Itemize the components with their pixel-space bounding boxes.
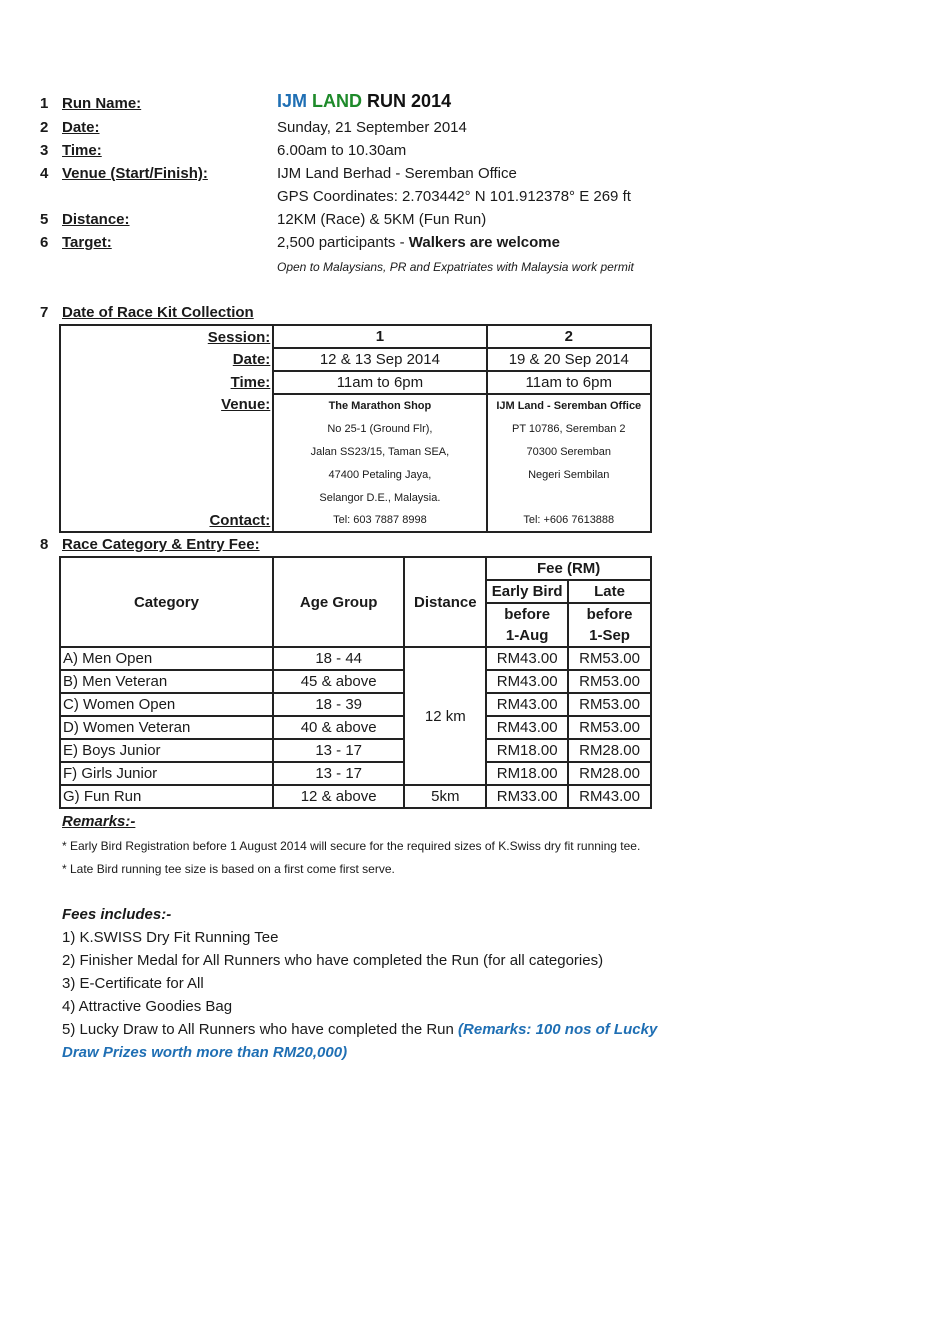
table-row (60, 510, 651, 532)
early-fee-cell: RM18.00 (486, 739, 568, 762)
session-1-venue (273, 394, 486, 510)
eligibility-note: Open to Malaysians, PR and Expatriates with Malaysia work permit (277, 260, 634, 274)
age-cell: 45 & above (273, 670, 404, 693)
target-label: Target: (62, 234, 112, 251)
session-2-venue (487, 394, 651, 510)
venue-line (488, 487, 650, 510)
venue-line: Selangor D.E., Malaysia. (319, 492, 441, 504)
distance-value: 12KM (Race) & 5KM (Fun Run) (277, 211, 487, 228)
time-label: Time: (62, 142, 102, 159)
session-1-time: 11am to 6pm (273, 371, 486, 394)
category-cell: D) Women Veteran (60, 716, 273, 739)
gps-coordinates: GPS Coordinates: 2.703442° N 101.912378° E 269 ft (277, 188, 631, 205)
late-fee-cell: RM28.00 (568, 739, 651, 762)
header-late: Late (568, 580, 651, 603)
fees-includes-heading: Fees includes:- (62, 906, 172, 923)
venue-line: The Marathon Shop (328, 400, 432, 412)
header-early-date: 1-Aug (486, 625, 568, 647)
category-cell: F) Girls Junior (60, 762, 273, 785)
item-number: 6 (40, 234, 49, 251)
age-cell: 13 - 17 (273, 762, 404, 785)
fees-include-item (62, 1021, 657, 1038)
age-cell: 18 - 39 (273, 693, 404, 716)
title-run: RUN 2014 (367, 91, 452, 111)
distance-5km: 5km (404, 785, 486, 808)
header-early-bird: Early Bird (486, 580, 568, 603)
venue-line: Negeri Sembilan (528, 469, 610, 481)
venue-line: 47400 Petaling Jaya, (328, 469, 432, 481)
date-value: Sunday, 21 September 2014 (277, 119, 467, 136)
category-cell: E) Boys Junior (60, 739, 273, 762)
race-category-label: Race Category & Entry Fee: (62, 536, 260, 553)
category-cell: B) Men Veteran (60, 670, 273, 693)
table-row (60, 348, 651, 371)
early-fee-cell: RM43.00 (486, 670, 568, 693)
time-value: 6.00am to 10.30am (277, 142, 407, 159)
late-fee-cell: RM53.00 (568, 716, 651, 739)
table-row (60, 670, 651, 693)
venue-row-label (60, 394, 273, 510)
age-cell: 13 - 17 (273, 739, 404, 762)
early-fee-cell: RM43.00 (486, 647, 568, 670)
time-row-label: Time: (60, 371, 273, 394)
table-row (60, 647, 651, 670)
item-number: 8 (40, 536, 49, 553)
venue-line: IJM Land - Seremban Office (496, 400, 642, 412)
category-cell: C) Women Open (60, 693, 273, 716)
fees-include-item: 1) K.SWISS Dry Fit Running Tee (62, 929, 279, 946)
header-fee: Fee (RM) (486, 557, 651, 580)
table-row (60, 693, 651, 716)
category-cell: A) Men Open (60, 647, 273, 670)
session-2-date: 19 & 20 Sep 2014 (487, 348, 651, 371)
venue-line: No 25-1 (Ground Flr), (327, 423, 433, 435)
item-number: 5 (40, 211, 49, 228)
walkers-welcome: Walkers are welcome (408, 234, 560, 251)
kit-collection-table (59, 324, 652, 533)
table-row (60, 762, 651, 785)
lucky-draw-remark: (Remarks: 100 nos of Lucky (458, 1021, 658, 1038)
venue-value: IJM Land Berhad - Seremban Office (277, 165, 517, 182)
early-fee-cell: RM18.00 (486, 762, 568, 785)
fees-include-item: 4) Attractive Goodies Bag (62, 998, 233, 1015)
target-count: 2,500 participants - (277, 234, 409, 251)
fees-include-item: 2) Finisher Medal for All Runners who have completed the Run (for all categories) (62, 952, 604, 969)
late-fee-cell: RM28.00 (568, 762, 651, 785)
header-early-before: before (486, 603, 568, 625)
item-number: 1 (40, 95, 49, 112)
kit-collection-label: Date of Race Kit Collection (62, 304, 254, 321)
header-category: Category (60, 557, 273, 647)
age-cell: 18 - 44 (273, 647, 404, 670)
remark-line: * Early Bird Registration before 1 August 2014 will secure for the required sizes of K.Swiss dry fit running tee. (62, 839, 641, 853)
session-1: 1 (273, 325, 486, 348)
age-cell: 12 & above (273, 785, 404, 808)
early-fee-cell: RM33.00 (486, 785, 568, 808)
session-2-time: 11am to 6pm (487, 371, 651, 394)
category-cell: G) Fun Run (60, 785, 273, 808)
venue-label: Venue (Start/Finish): (62, 165, 208, 182)
table-row (60, 394, 651, 510)
table-row (60, 785, 651, 808)
race-category-table (59, 556, 652, 809)
date-label: Date: (62, 119, 100, 136)
lucky-draw-remark-cont: Draw Prizes worth more than RM20,000) (62, 1044, 348, 1061)
venue-row-label-text: Venue: (221, 396, 271, 413)
late-fee-cell: RM53.00 (568, 670, 651, 693)
item-number: 2 (40, 119, 49, 136)
table-row (60, 325, 651, 348)
title-land: LAND (312, 91, 363, 111)
header-late-date: 1-Sep (568, 625, 651, 647)
remarks-heading: Remarks:- (62, 813, 136, 830)
item-number: 7 (40, 304, 49, 321)
early-fee-cell: RM43.00 (486, 716, 568, 739)
session-2: 2 (487, 325, 651, 348)
lucky-draw-text: 5) Lucky Draw to All Runners who have completed the Run (62, 1021, 459, 1038)
late-fee-cell: RM43.00 (568, 785, 651, 808)
venue-line: Jalan SS23/15, Taman SEA, (310, 446, 450, 458)
run-name-label: Run Name: (62, 95, 142, 112)
date-row-label: Date: (60, 348, 273, 371)
contact-label: Contact: (60, 510, 273, 532)
table-row (60, 716, 651, 739)
table-header-row (60, 557, 651, 580)
session-1-contact: Tel: 603 7887 8998 (273, 510, 486, 532)
session-2-contact: Tel: +606 7613888 (487, 510, 651, 532)
header-distance: Distance (404, 557, 486, 647)
run-name-title (277, 91, 451, 112)
item-number: 4 (40, 165, 49, 182)
session-label: Session: (60, 325, 273, 348)
distance-12km: 12 km (404, 647, 486, 785)
venue-line: 70300 Seremban (526, 446, 611, 458)
table-row (60, 371, 651, 394)
title-ijm: IJM (277, 91, 308, 111)
late-fee-cell: RM53.00 (568, 693, 651, 716)
late-fee-cell: RM53.00 (568, 647, 651, 670)
session-1-date: 12 & 13 Sep 2014 (273, 348, 486, 371)
distance-label: Distance: (62, 211, 130, 228)
item-number: 3 (40, 142, 49, 159)
remark-line: * Late Bird running tee size is based on a first come first serve. (62, 862, 395, 876)
fees-include-item: 3) E-Certificate for All (62, 975, 204, 992)
early-fee-cell: RM43.00 (486, 693, 568, 716)
venue-line: PT 10786, Seremban 2 (511, 423, 626, 435)
table-row (60, 739, 651, 762)
age-cell: 40 & above (273, 716, 404, 739)
target-value (277, 234, 560, 251)
header-age-group: Age Group (273, 557, 404, 647)
header-late-before: before (568, 603, 651, 625)
